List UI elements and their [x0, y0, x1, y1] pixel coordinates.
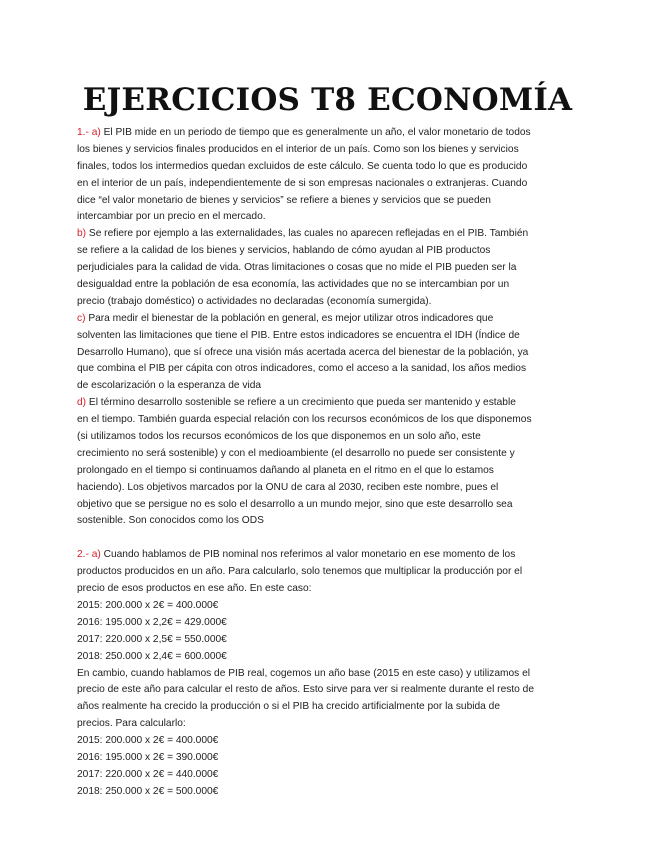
- question-marker: 1.- a): [77, 127, 101, 138]
- question-marker: c): [77, 312, 86, 324]
- line-text: dice “el valor monetario de bienes y servicios” se refiere a bienes y servicios que se pueden: [77, 194, 491, 206]
- text-line: [77, 497, 582, 514]
- line-text: solventen las limitaciones que tiene el PIB. Entre estos indicadores se encuentra el IDH (Índice de: [77, 329, 520, 341]
- text-line: [77, 666, 582, 683]
- text-line: [77, 311, 582, 328]
- text-line: [77, 463, 582, 480]
- text-line: [77, 243, 582, 260]
- line-text: Se refiere por ejemplo a las externalidades, las cuales no aparecen reflejadas en el PIB. También: [86, 228, 529, 240]
- line-text: Para medir el bienestar de la población en general, es mejor utilizar otros indicadores que: [85, 312, 494, 324]
- text-line: [77, 226, 582, 243]
- line-text: 2018: 250.000 x 2€ = 500.000€: [77, 785, 219, 797]
- line-text: sostenible. Son conocidos como los ODS: [77, 515, 264, 527]
- line-text: haciendo). Los objetivos marcados por la ONU de cara al 2030, reciben este nombre, pues el: [77, 481, 499, 493]
- text-line: [77, 260, 582, 277]
- line-text: en el tiempo. También guarda especial relación con los recursos económicos de los que disponemos: [77, 414, 532, 426]
- line-text: 2015: 200.000 x 2€ = 400.000€: [77, 599, 219, 611]
- text-line: [77, 209, 582, 226]
- question-marker: 2.- a): [77, 549, 101, 561]
- line-text: de escolarización o la esperanza de vida: [77, 380, 262, 392]
- text-line: [77, 733, 582, 750]
- line-text: En cambio, cuando hablamos de PIB real, cogemos un año base (2015 en este caso) y utilizamos el: [77, 667, 531, 679]
- text-line: [77, 632, 582, 649]
- question-marker: d): [77, 397, 87, 409]
- line-text: desigualdad entre la población de esa economía, las actividades que no se intercambian por un: [77, 279, 510, 291]
- line-text: crecimiento no será sostenible) y con el medioambiente (el desarrollo no puede ser consistente y: [77, 447, 515, 459]
- text-line: [77, 513, 582, 530]
- line-text: precio de esos productos en ese año. En este caso:: [77, 583, 312, 595]
- line-text: 2018: 250.000 x 2,4€ = 600.000€: [77, 650, 227, 662]
- line-text: (si utilizamos todos los recursos económicos de los que disponemos en un solo año, este: [77, 431, 481, 443]
- text-line: [77, 699, 582, 716]
- line-text: El PIB mide en un periodo de tiempo que es generalmente un año, el valor monetario de todos: [100, 127, 531, 138]
- page-title: EJERCICIOS T8 ECONOMÍA: [82, 82, 573, 118]
- text-line: [77, 480, 582, 497]
- line-text: 2017: 220.000 x 2€ = 440.000€: [77, 768, 219, 780]
- line-text: que combina el PIB per cápita con otros indicadores, como el acceso a la sanidad, los años medios: [77, 363, 527, 375]
- line-text: años realmente ha crecido la producción o si el PIB ha crecido artificialmente por la subida de: [77, 701, 501, 713]
- text-line: [77, 345, 582, 362]
- text-line: [77, 649, 582, 666]
- text-line: [77, 446, 582, 463]
- text-line: [77, 361, 582, 378]
- line-text: prolongado en el tiempo si continuamos dañando al planeta en el ritmo en el que lo estamos: [77, 464, 494, 476]
- text-line: [77, 615, 582, 632]
- text-line: [77, 429, 582, 446]
- line-text: perjudiciales para la calidad de vida. Otras limitaciones o cosas que no mide el PIB pueden ser la: [77, 262, 517, 274]
- text-line: [77, 598, 582, 615]
- text-line: [77, 581, 582, 598]
- document-body: [77, 125, 582, 801]
- text-line: [77, 784, 582, 801]
- text-line: [77, 547, 582, 564]
- line-text: se refiere a la calidad de los bienes y servicios, hablando de cómo ayudan al PIB productos: [77, 245, 491, 257]
- text-line: [77, 176, 582, 193]
- text-line: [77, 277, 582, 294]
- line-text: 2017: 220.000 x 2,5€ = 550.000€: [77, 633, 227, 645]
- text-line: [77, 328, 582, 345]
- line-text: Cuando hablamos de PIB nominal nos referimos al valor monetario en ese momento de los: [100, 549, 516, 561]
- line-text: precios. Para calcularlo:: [77, 718, 186, 730]
- line-text: 2015: 200.000 x 2€ = 400.000€: [77, 735, 219, 747]
- line-text: 2016: 195.000 x 2€ = 390.000€: [77, 751, 219, 763]
- text-line: [77, 682, 582, 699]
- text-line: [77, 159, 582, 176]
- line-text: 2016: 195.000 x 2,2€ = 429.000€: [77, 616, 227, 628]
- question-marker: b): [77, 228, 87, 240]
- text-line: [77, 750, 582, 767]
- text-line: [77, 378, 582, 395]
- line-text: precio (trabajo doméstico) o actividades no declaradas (economía sumergida).: [77, 295, 432, 307]
- text-line: [77, 294, 582, 311]
- section-spacer: [77, 530, 582, 547]
- text-line: [77, 395, 582, 412]
- line-text: objetivo que se persigue no es solo el desarrollo a un mundo mejor, sino que este desarrollo sea: [77, 498, 513, 510]
- line-text: El término desarrollo sostenible se refiere a un crecimiento que pueda ser mantenido y estable: [86, 397, 516, 409]
- line-text: Desarrollo Humano), que sí ofrece una visión más acertada acerca del bienestar de la población, ya: [77, 346, 529, 358]
- text-line: [77, 412, 582, 429]
- text-line: [77, 564, 582, 581]
- text-line: [77, 125, 582, 142]
- text-line: [77, 767, 582, 784]
- text-line: [77, 716, 582, 733]
- line-text: productos producidos en un año. Para calcularlo, solo tenemos que multiplicar la producción por el: [77, 566, 523, 578]
- text-line: [77, 193, 582, 210]
- line-text: intercambiar por un precio en el mercado.: [77, 211, 266, 223]
- line-text: los bienes y servicios finales producidos en el interior de un país. Como son los bienes y servicios: [77, 143, 519, 155]
- line-text: en el interior de un país, independientemente de si son empresas nacionales o extranjeras. Cuando: [77, 177, 528, 189]
- line-text: precio de este año para calcular el resto de años. Esto sirve para ver si realmente durante el resto de: [77, 684, 534, 696]
- line-text: finales, todos los intermedios quedan excluidos de este cálculo. Se cuenta todo lo que es producido: [77, 160, 528, 172]
- text-line: [77, 142, 582, 159]
